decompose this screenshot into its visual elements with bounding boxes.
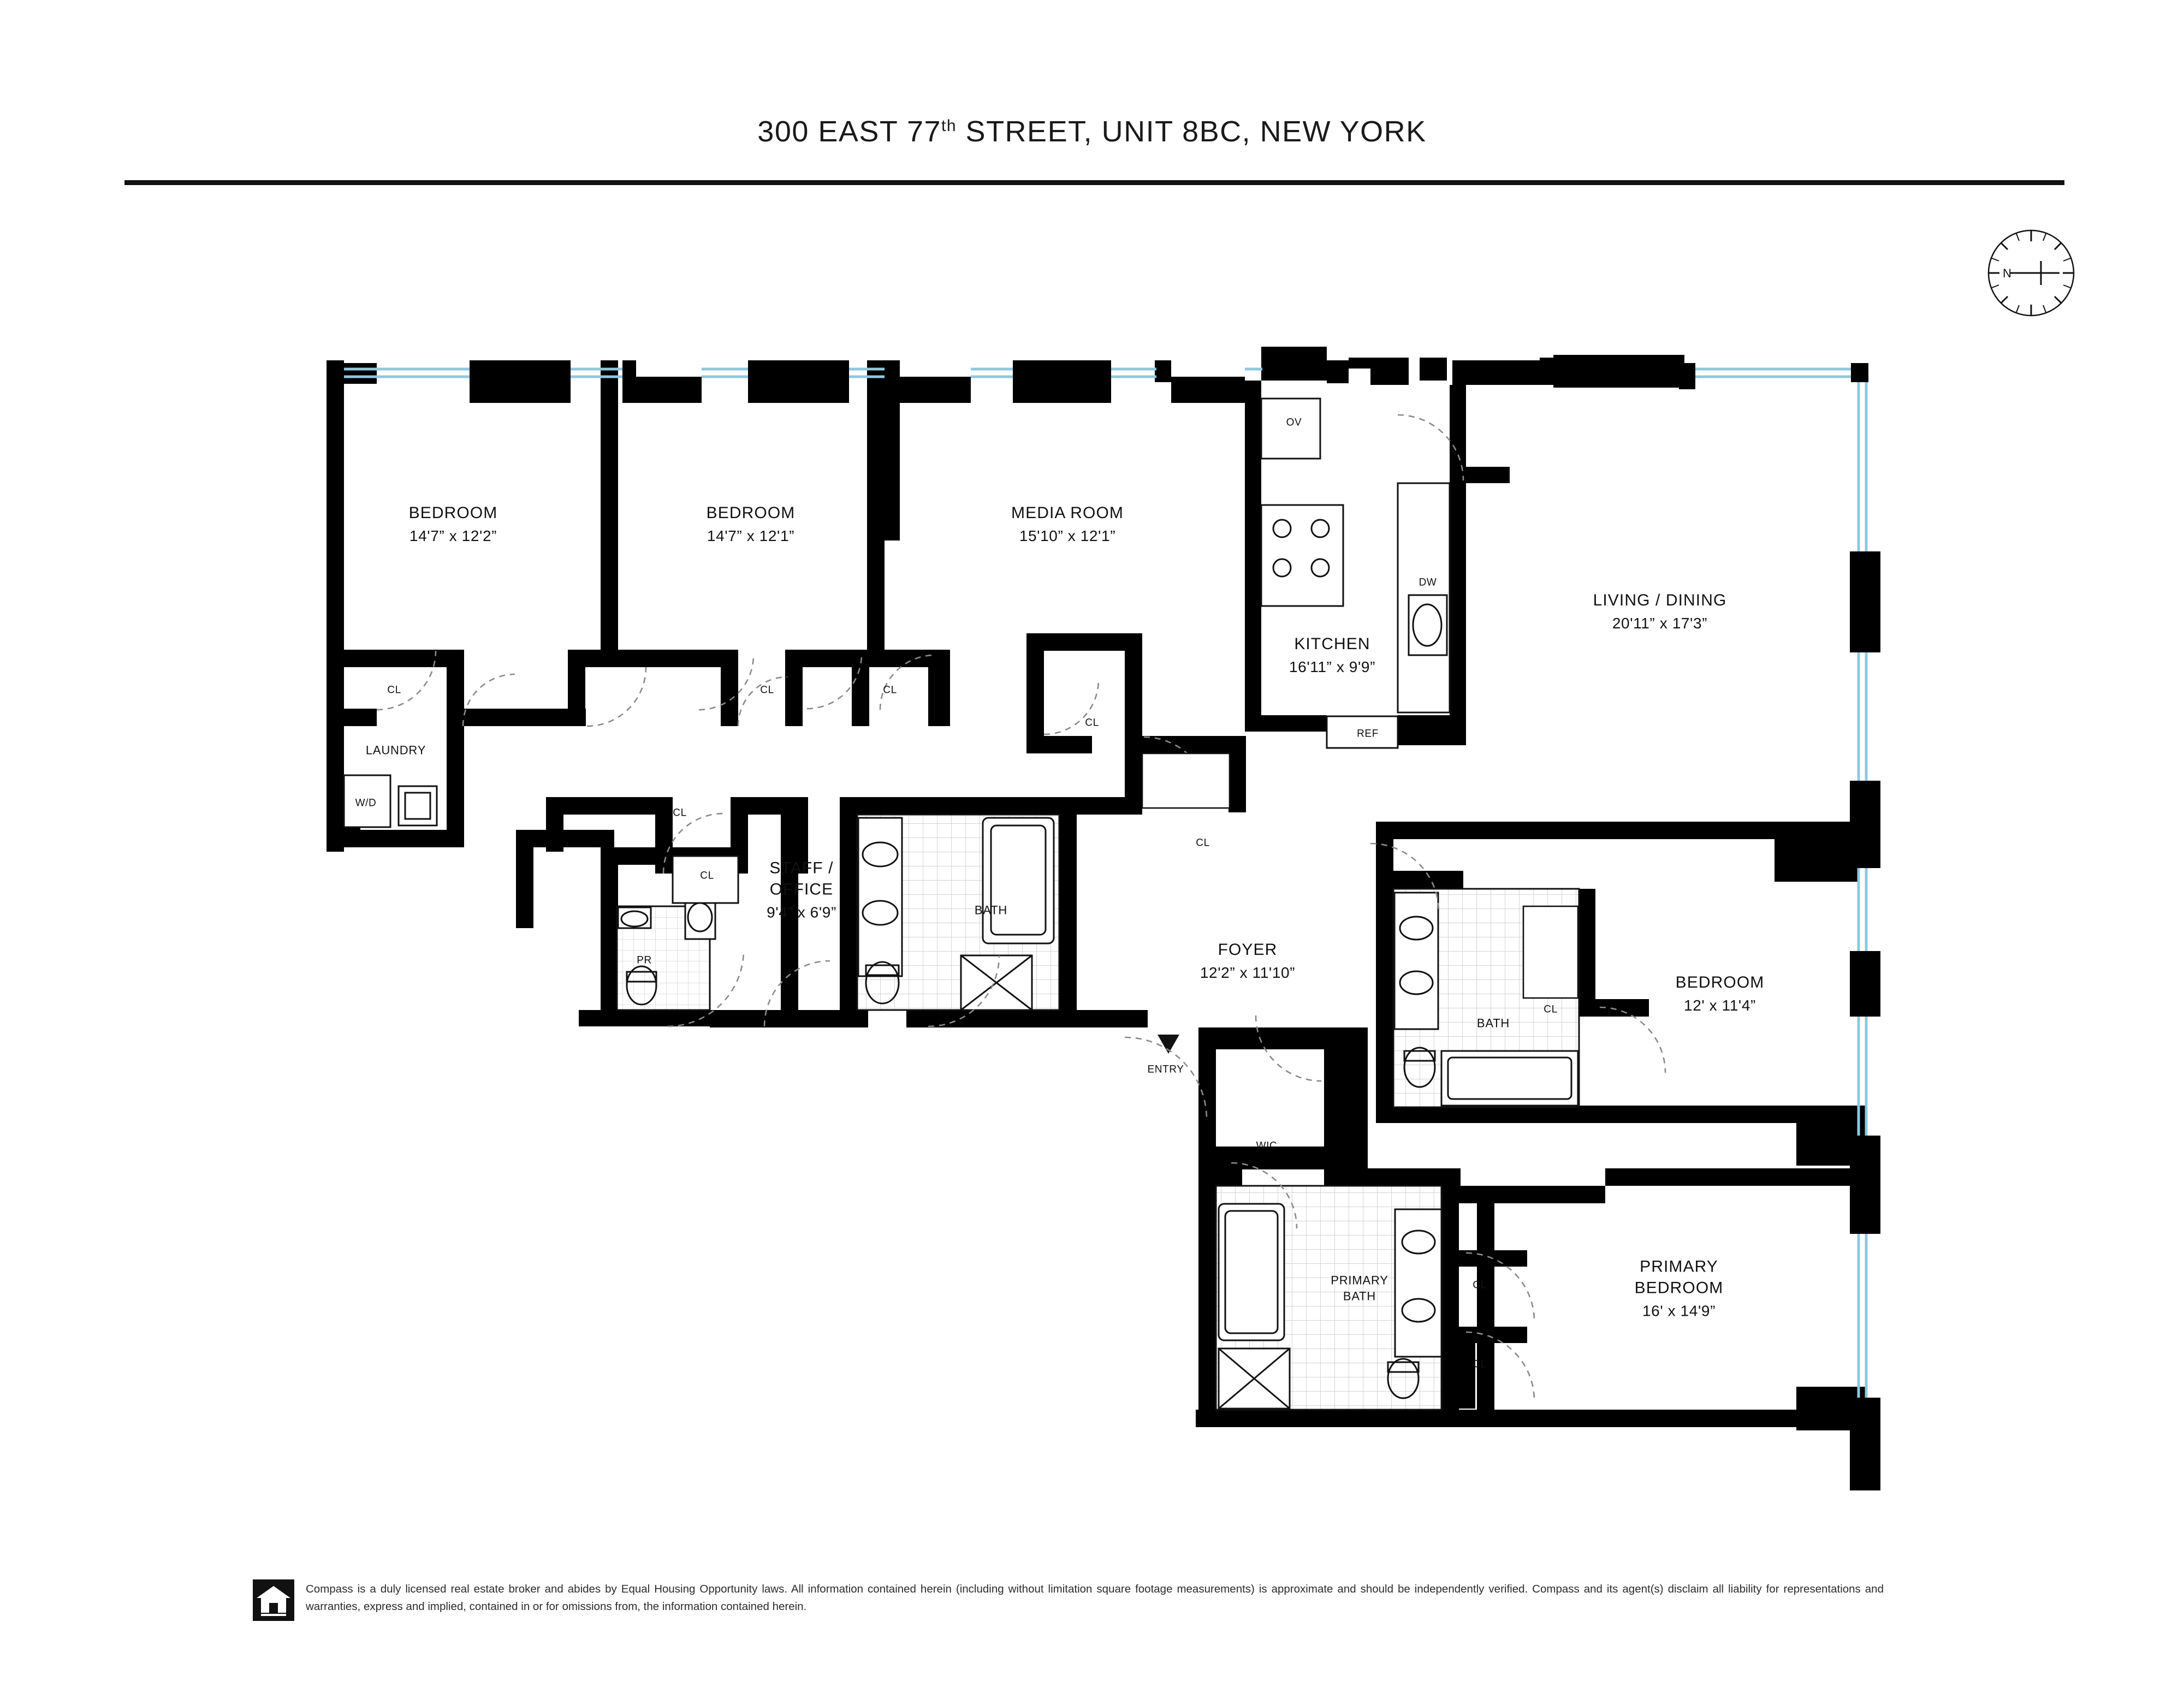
room-name-line1: PRIMARY bbox=[1640, 1257, 1718, 1276]
washer-dryer-label bbox=[355, 797, 377, 811]
closet-label bbox=[1473, 1279, 1487, 1293]
title-rest: STREET, UNIT 8BC, NEW YORK bbox=[957, 115, 1427, 148]
walk-in-closet-label bbox=[1256, 1140, 1278, 1154]
room-label-bedroom-2 bbox=[707, 502, 796, 546]
room-name: BEDROOM bbox=[706, 503, 796, 522]
room-dimension: 14'7” x 12'1” bbox=[707, 527, 795, 544]
closet-text: CL bbox=[1544, 1003, 1558, 1015]
primary-bath-label bbox=[1331, 1273, 1388, 1304]
oven-label bbox=[1286, 417, 1302, 430]
entry-text: ENTRY bbox=[1147, 1064, 1184, 1076]
laundry-label bbox=[366, 743, 426, 759]
room-label-media-room bbox=[1011, 502, 1124, 546]
bath-text: BATH bbox=[1476, 1016, 1510, 1030]
laundry-text: LAUNDRY bbox=[365, 743, 426, 757]
room-dimension: 12'2” x 11'10” bbox=[1200, 964, 1296, 981]
closet-text: CL bbox=[387, 684, 401, 696]
closet-label bbox=[673, 807, 687, 821]
room-name: LIVING / DINING bbox=[1593, 591, 1727, 609]
room-name: BEDROOM bbox=[408, 503, 498, 522]
room-name: BEDROOM bbox=[1675, 973, 1765, 991]
room-dimension: 9'4” x 6'9” bbox=[767, 904, 836, 921]
room-name-line2: BEDROOM bbox=[1634, 1279, 1724, 1297]
room-label-kitchen bbox=[1289, 633, 1375, 677]
oven-text: OV bbox=[1286, 417, 1302, 429]
closet-label bbox=[1544, 1003, 1558, 1017]
bath-label-bedroom4 bbox=[1477, 1016, 1510, 1032]
closet-text: CL bbox=[700, 870, 714, 882]
closet-label bbox=[883, 684, 897, 698]
room-dimension: 15'10” x 12'1” bbox=[1019, 527, 1116, 544]
room-dimension: 12' x 11'4” bbox=[1684, 996, 1756, 1014]
closet-label bbox=[1473, 1358, 1487, 1372]
closet-text: CL bbox=[1085, 717, 1099, 729]
title-ordinal-suffix: th bbox=[941, 117, 957, 135]
primary-bath-line2: BATH bbox=[1343, 1289, 1376, 1303]
room-dimension: 16' x 14'9” bbox=[1642, 1302, 1716, 1320]
powder-room-label bbox=[637, 954, 652, 968]
compass-north-label: N bbox=[2003, 266, 2011, 280]
closet-label bbox=[1196, 837, 1210, 851]
washer-dryer-text: W/D bbox=[355, 797, 377, 809]
closet-label bbox=[700, 870, 714, 883]
room-label-bedroom-4 bbox=[1676, 972, 1765, 1015]
entry-label bbox=[1147, 1064, 1184, 1077]
closet-label bbox=[387, 684, 401, 698]
room-label-staff-office bbox=[767, 857, 836, 922]
room-dimension: 16'11” x 9'9” bbox=[1289, 658, 1376, 675]
refrigerator-text: REF bbox=[1357, 728, 1379, 740]
closet-text: CL bbox=[883, 684, 897, 696]
room-name-line2: OFFICE bbox=[769, 880, 834, 899]
room-label-living-dining bbox=[1593, 590, 1727, 633]
closet-text: CL bbox=[1473, 1358, 1487, 1370]
closet-text: CL bbox=[673, 807, 687, 819]
closet-text: CL bbox=[1473, 1279, 1487, 1291]
room-label-bedroom-1 bbox=[409, 502, 498, 546]
bath-label-center bbox=[975, 903, 1007, 919]
closet-label bbox=[1085, 717, 1099, 730]
closet-text: CL bbox=[760, 684, 774, 696]
room-name: KITCHEN bbox=[1294, 634, 1370, 653]
room-label-primary-bedroom bbox=[1635, 1256, 1724, 1321]
room-dimension: 14'7” x 12'2” bbox=[409, 527, 497, 544]
room-dimension: 20'11” x 17'3” bbox=[1612, 614, 1708, 632]
primary-bath-line1: PRIMARY bbox=[1331, 1273, 1388, 1287]
dishwasher-label bbox=[1419, 577, 1437, 590]
bath-text: BATH bbox=[974, 903, 1008, 917]
refrigerator-label bbox=[1357, 728, 1379, 741]
title-street-number: 300 EAST 77 bbox=[757, 115, 942, 148]
room-name: FOYER bbox=[1218, 940, 1278, 959]
closet-label bbox=[760, 684, 774, 698]
closet-text: CL bbox=[1196, 837, 1210, 849]
room-name: MEDIA ROOM bbox=[1011, 503, 1124, 522]
room-name-line1: STAFF / bbox=[769, 859, 834, 877]
legal-disclaimer: Compass is a duly licensed real estate broker and abides by Equal Housing Opportunity laws. All information contained herein (including without limitation square footage measurements) is approximate and should be independently verified. Compass and its agent(s) disclaim all liability for representations and warranties, express and implied, contained in or for omissions from, the information contained herein. bbox=[306, 1583, 1884, 1613]
equal-housing-opportunity-icon bbox=[252, 1579, 295, 1621]
wic-text: WIC bbox=[1256, 1140, 1278, 1152]
dishwasher-text: DW bbox=[1419, 577, 1437, 589]
room-label-foyer bbox=[1200, 939, 1295, 983]
powder-room-text: PR bbox=[637, 954, 652, 966]
